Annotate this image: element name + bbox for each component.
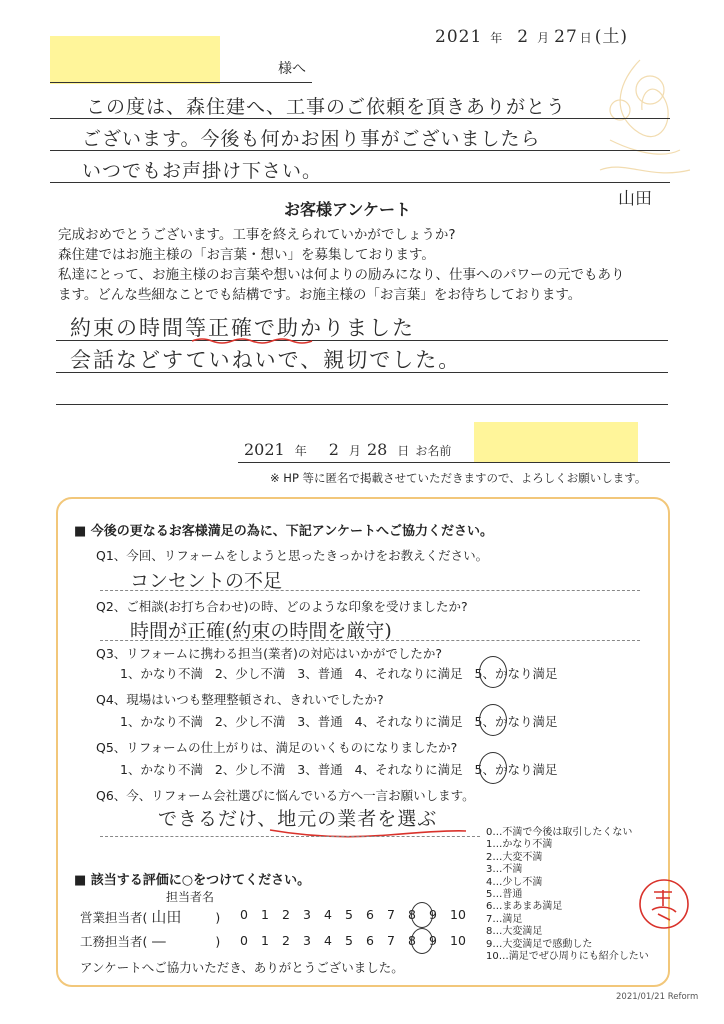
sales-num-3[interactable]: 3 — [303, 907, 311, 922]
date-month-unit: 月 — [537, 31, 551, 45]
questionnaire-heading: ■ 今後の更なるお客様満足の為に、下記アンケートへご協力ください。 — [74, 524, 494, 539]
q3-opt-4[interactable]: 4、それなりに満足 — [354, 666, 463, 681]
sales-close-paren: ) — [215, 910, 221, 925]
question-6: Q6、今、リフォーム会社選びに悩んでいる方へ一言お願いします。 — [96, 788, 475, 803]
customer-comment-line-1: 約束の時間等正確で助かりました — [70, 316, 415, 340]
recipient-name-redacted — [50, 36, 220, 84]
q3-opt-1[interactable]: 1、かなり不満 — [120, 666, 203, 681]
legend-10: 10…満足でぜひ周りにも紹介したい — [486, 951, 649, 963]
works-scale — [240, 933, 471, 948]
sales-num-2[interactable]: 2 — [282, 907, 290, 922]
legend-8: 8…大変満足 — [486, 926, 543, 938]
sales-num-10[interactable]: 10 — [450, 907, 466, 922]
q5-opt-5[interactable]: 5、かなり満足 — [474, 762, 558, 777]
date-day-unit: 日 — [579, 31, 593, 45]
q4-opt-2[interactable]: 2、少し不満 — [214, 714, 286, 729]
signoff-year-unit: 年 — [294, 444, 307, 458]
sales-name: 山田 — [151, 908, 182, 926]
header-date — [435, 22, 628, 47]
q5-opt-1[interactable]: 1、かなり不満 — [120, 762, 203, 777]
sales-scale — [240, 907, 471, 922]
works-num-1[interactable]: 1 — [261, 933, 269, 948]
question-4: Q4、現場はいつも整理整頓され、きれいでしたか? — [96, 692, 384, 707]
date-year: 2021 — [435, 27, 483, 47]
date-day: 27 — [554, 27, 578, 47]
red-seal-stamp — [636, 876, 692, 932]
q3-opt-5[interactable]: 5、かなり満足 — [474, 666, 558, 681]
question-5: Q5、リフォームの仕上がりは、満足のいくものになりましたか? — [96, 740, 458, 755]
sales-num-6[interactable]: 6 — [366, 907, 374, 922]
sales-selected-circle — [411, 902, 433, 928]
works-num-7[interactable]: 7 — [387, 933, 395, 948]
legend-3: 3…不満 — [486, 864, 523, 876]
q5-opt-3[interactable]: 3、普通 — [297, 762, 343, 777]
works-num-10[interactable]: 10 — [450, 933, 466, 948]
sales-label: 営業担当者( — [80, 910, 148, 925]
answer-1-line — [100, 590, 640, 591]
answer-2-line — [100, 640, 640, 641]
works-name: — — [151, 932, 167, 950]
comment-line-3 — [56, 404, 668, 405]
survey-title: お客様アンケート — [284, 200, 412, 219]
legend-6: 6…まあまあ満足 — [486, 901, 563, 913]
flower-ornament — [580, 50, 700, 200]
survey-intro — [58, 225, 678, 305]
works-num-8[interactable]: 8 — [408, 933, 416, 948]
answer-6-red-underline — [268, 826, 468, 840]
answer-6-line — [100, 836, 480, 837]
intro-line-3: 私達にとって、お施主様のお言葉や想いは何よりの励みになり、仕事へのパワーの元でもあり — [58, 267, 625, 283]
signoff-day: 28 — [366, 440, 388, 459]
q4-selected-circle — [479, 704, 507, 736]
date-month: 2 — [517, 27, 530, 47]
signoff-month-unit: 月 — [348, 444, 361, 458]
answer-6: できるだけ、地元の業者を選ぶ — [158, 808, 438, 830]
question-1: Q1、今回、リフォームをしようと思ったきっかけをお教えください。 — [96, 548, 489, 563]
survey-thanks: アンケートへご協力いただき、ありがとうございました。 — [80, 960, 404, 975]
intro-line-1: 完成おめでとうございます。工事を終えられていかがでしょうか? — [58, 227, 456, 243]
q4-opt-3[interactable]: 3、普通 — [297, 714, 343, 729]
works-num-4[interactable]: 4 — [324, 933, 332, 948]
intro-line-4: ます。どんな些細なことでも結構です。お施主様の「お言葉」をお待ちしております。 — [58, 287, 582, 303]
works-selected-circle — [411, 928, 433, 954]
q3-selected-circle — [479, 656, 507, 688]
thank-note-line-2: ございます。今後も何かお困り事がございましたら — [82, 128, 541, 150]
thank-note-line-1: この度は、森住建へ、工事のご依頼を頂きありがとう — [86, 96, 567, 118]
rating-heading: ■ 該当する評価に○をつけてください。 — [74, 873, 311, 888]
sales-num-7[interactable]: 7 — [387, 907, 395, 922]
works-num-5[interactable]: 5 — [345, 933, 353, 948]
intro-line-2: 森住建ではお施主様の「お言葉・想い」を募集しております。 — [58, 247, 435, 263]
signoff-date — [244, 440, 451, 459]
works-num-0[interactable]: 0 — [240, 933, 248, 948]
answer-1: コンセントの不足 — [130, 570, 283, 592]
legend-0: 0…不満で今後は取引したくない — [486, 827, 633, 838]
question-3: Q3、リフォームに携わる担当(業者)の対応はいかがでしたか? — [96, 646, 443, 661]
legend-1: 1…かなり不満 — [486, 839, 553, 851]
q5-selected-circle — [479, 752, 507, 784]
legend-7: 7…満足 — [486, 913, 523, 925]
recipient-suffix: 様へ — [278, 61, 306, 77]
legend-4: 4…少し不満 — [486, 876, 543, 888]
q4-opt-4[interactable]: 4、それなりに満足 — [354, 714, 463, 729]
form-code: 2021/01/21 Reform — [616, 992, 699, 1002]
date-year-unit: 年 — [490, 31, 504, 45]
legend-5: 5…普通 — [486, 889, 523, 901]
sales-num-1[interactable]: 1 — [261, 907, 269, 922]
q3-opt-3[interactable]: 3、普通 — [297, 666, 343, 681]
legend-2: 2…大変不満 — [486, 851, 543, 863]
date-weekday: (土) — [594, 27, 629, 47]
sales-num-0[interactable]: 0 — [240, 907, 248, 922]
legend-9: 9…大変満足で感動した — [486, 938, 593, 950]
q4-opt-1[interactable]: 1、かなり不満 — [120, 714, 203, 729]
customer-name-redacted — [474, 422, 638, 462]
q5-opt-2[interactable]: 2、少し不満 — [214, 762, 286, 777]
sales-num-8[interactable]: 8 — [408, 907, 416, 922]
signoff-year: 2021 — [244, 440, 285, 459]
q5-opt-4[interactable]: 4、それなりに満足 — [354, 762, 463, 777]
anonymity-note: ※ HP 等に匿名で掲載させていただきますので、よろしくお願いします。 — [270, 471, 647, 485]
recipient-underline — [50, 82, 312, 83]
signoff-month: 2 — [328, 440, 339, 459]
thank-note-line-3: いつでもお声掛け下さい。 — [82, 160, 323, 182]
works-num-9[interactable]: 9 — [429, 933, 437, 948]
signoff-underline — [238, 462, 670, 463]
signoff-name-label: お名前 — [415, 444, 452, 458]
sales-num-9[interactable]: 9 — [429, 907, 437, 922]
works-label: 工務担当者( — [80, 934, 148, 949]
q3-opt-2[interactable]: 2、少し不満 — [214, 666, 286, 681]
works-num-3[interactable]: 3 — [303, 933, 311, 948]
staff-name-header: 担当者名 — [166, 890, 215, 904]
note-signature: 山田 — [618, 189, 652, 209]
q4-opt-5[interactable]: 5、かなり満足 — [474, 714, 558, 729]
works-close-paren: ) — [215, 934, 221, 949]
rating-legend — [486, 827, 649, 963]
works-num-6[interactable]: 6 — [366, 933, 374, 948]
signoff-day-unit: 日 — [397, 444, 410, 458]
sales-num-4[interactable]: 4 — [324, 907, 332, 922]
sales-num-5[interactable]: 5 — [345, 907, 353, 922]
answer-2: 時間が正確(約束の時間を厳守) — [130, 620, 392, 642]
customer-comment-line-2: 会話などすていねいで、親切でした。 — [70, 348, 462, 372]
works-num-2[interactable]: 2 — [282, 933, 290, 948]
question-2: Q2、ご相談(お打ち合わせ)の時、どのような印象を受けましたか? — [96, 599, 468, 614]
